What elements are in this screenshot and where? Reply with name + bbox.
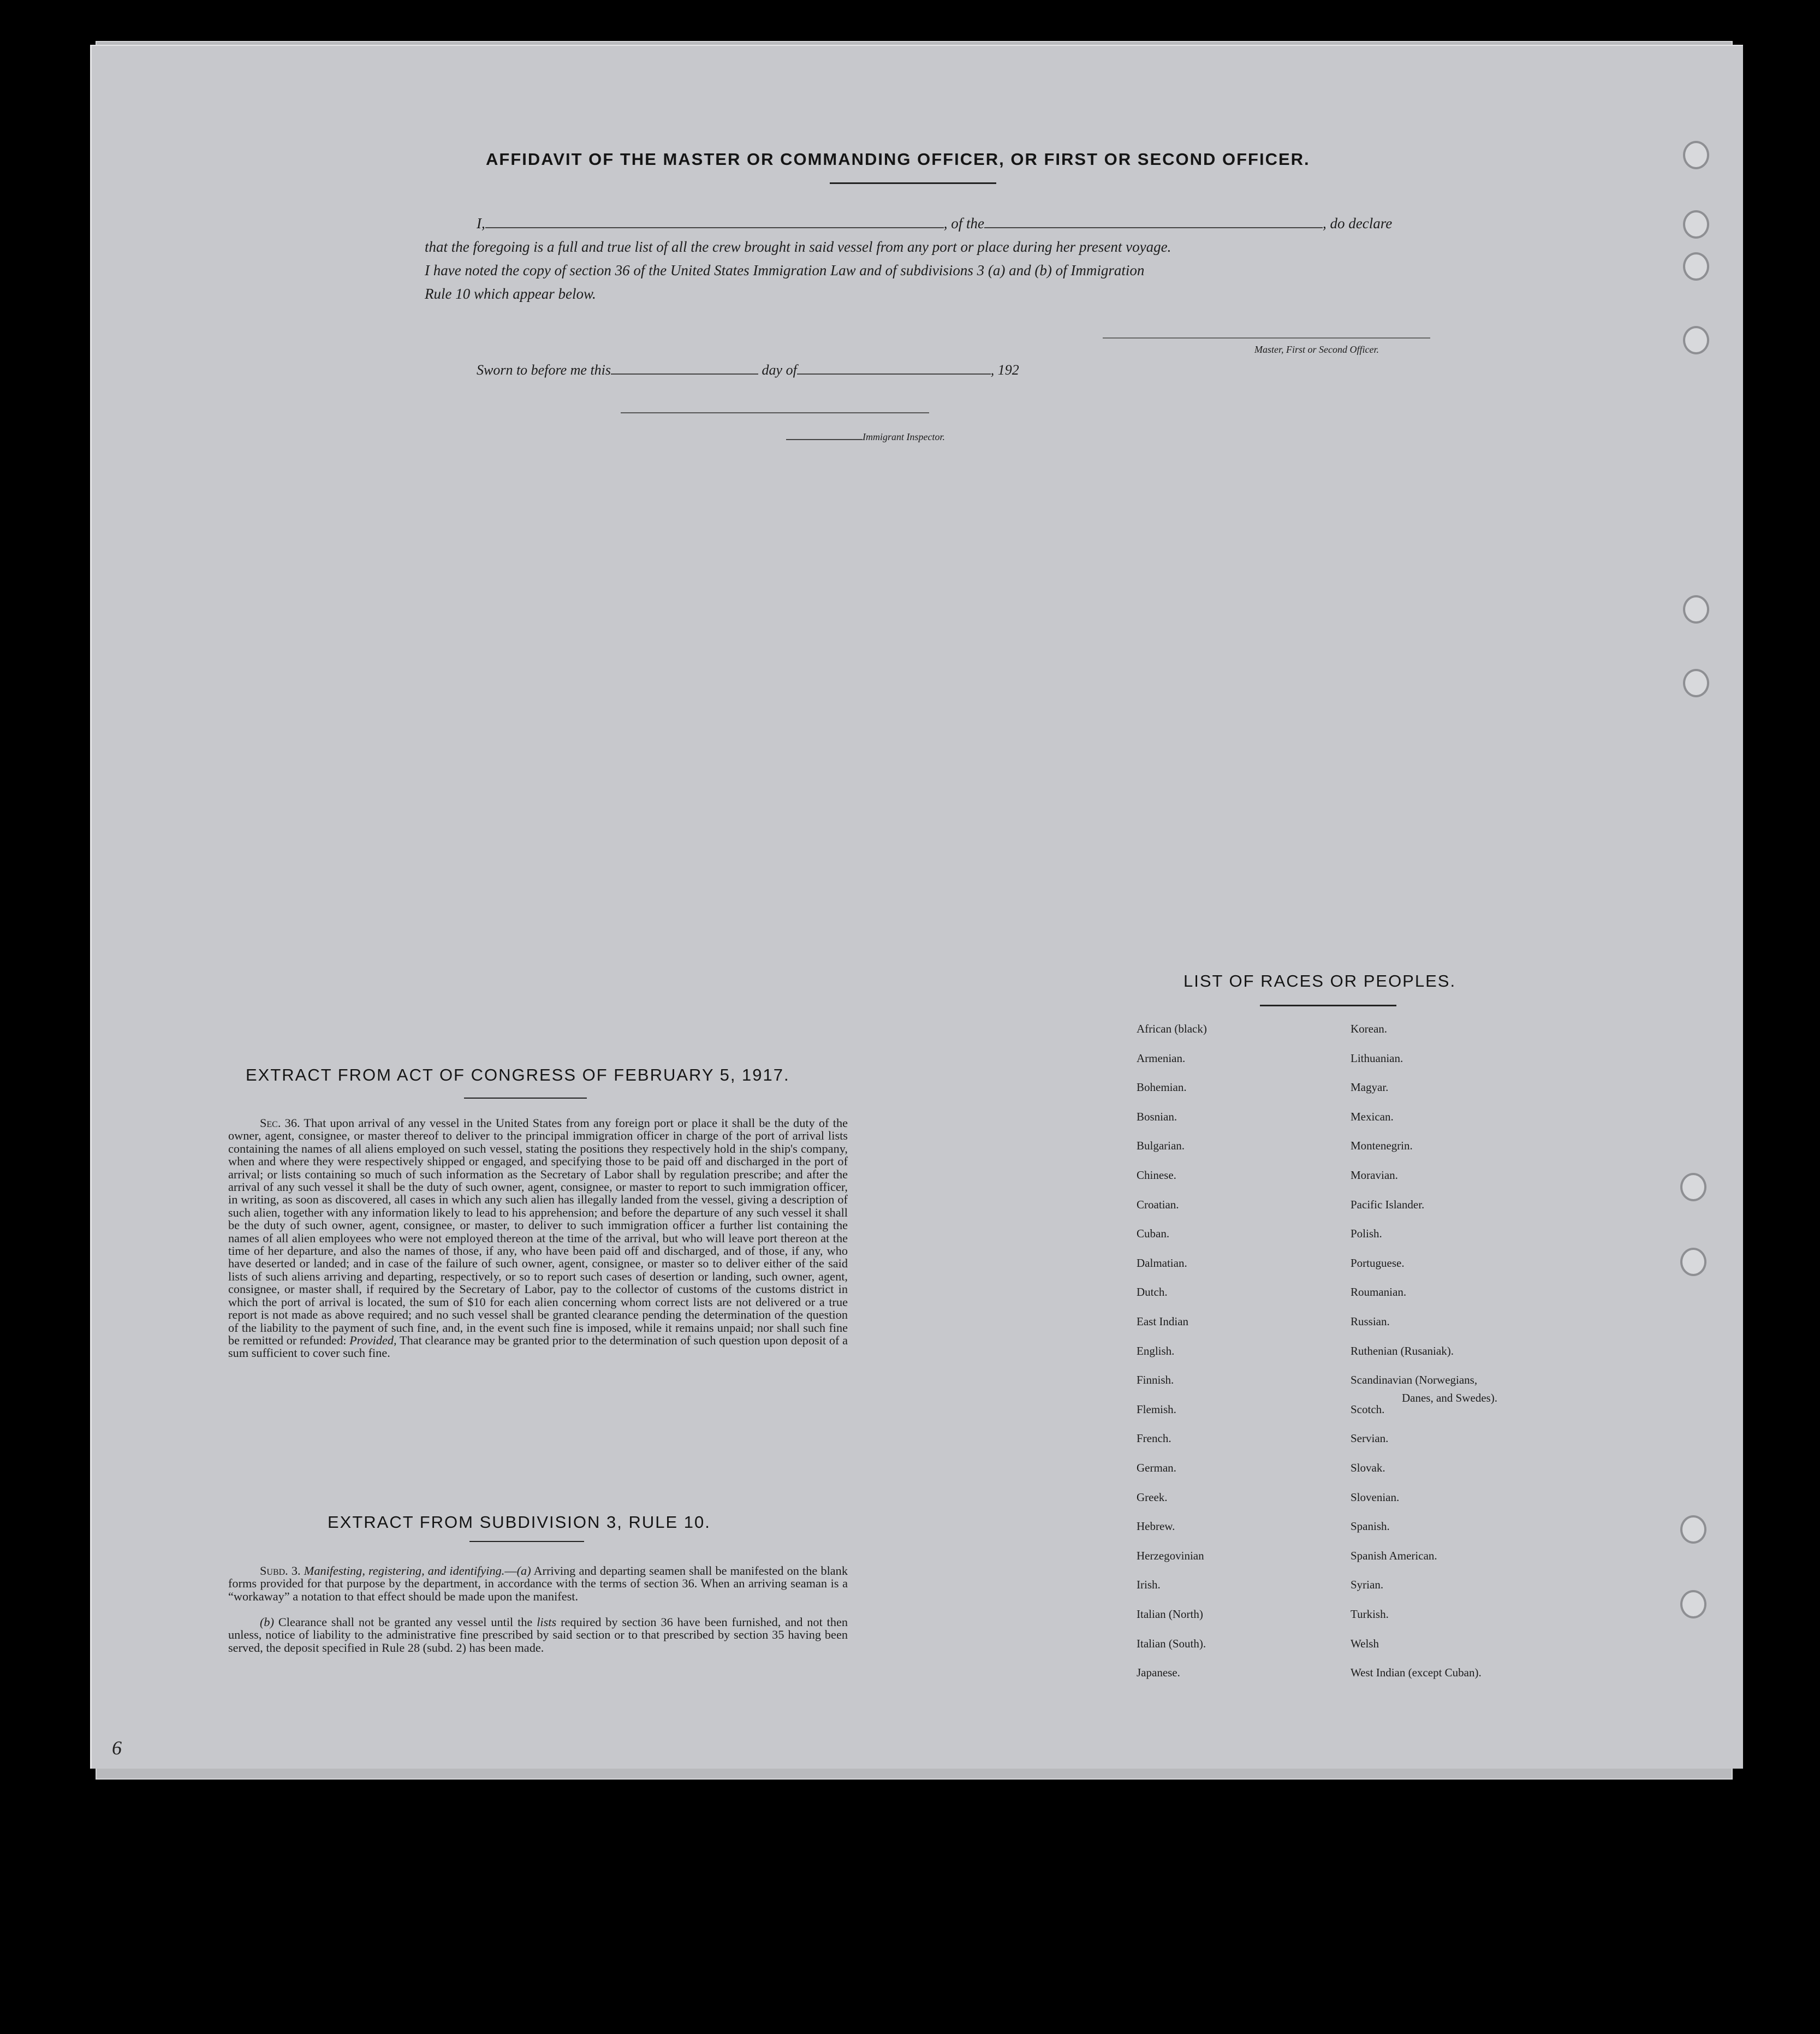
race-item: Herzegovinian	[1137, 1549, 1204, 1562]
sworn-line	[477, 358, 1019, 382]
races-title: LIST OF RACES OR PEOPLES.	[1183, 971, 1456, 991]
affidavit-line-2: that the foregoing is a full and true list of all the crew brought in said vessel from any port or place during her present voyage.	[425, 239, 1171, 255]
punch-hole	[1683, 326, 1709, 354]
month-blank[interactable]	[797, 373, 991, 375]
punch-hole	[1683, 252, 1709, 281]
punch-hole	[1683, 595, 1709, 624]
punch-hole	[1683, 669, 1709, 697]
punch-hole	[1680, 1173, 1706, 1201]
race-item: Hebrew.	[1137, 1520, 1175, 1533]
punch-hole	[1683, 141, 1709, 169]
affidavit-i: I,	[477, 215, 485, 232]
race-item: French.	[1137, 1432, 1171, 1445]
para-a-marker: (a)	[516, 1564, 531, 1578]
race-item: Slovak.	[1351, 1461, 1385, 1474]
name-blank[interactable]	[485, 227, 944, 228]
race-item: Flemish.	[1137, 1403, 1176, 1416]
inspector-blank[interactable]	[786, 439, 863, 440]
sworn-text: Sworn to before me this	[477, 362, 611, 378]
affidavit-of-the: , of the	[943, 215, 984, 232]
rule-10-para-b	[228, 1616, 848, 1654]
race-item: Dutch.	[1137, 1285, 1168, 1298]
day-blank[interactable]	[611, 373, 758, 375]
inspector-label-line	[786, 431, 945, 443]
race-item: Turkish.	[1351, 1608, 1389, 1621]
section-36-proviso: That clearance may be granted prior to the determination of such question upon deposit of a sum sufficient to cover such fine.	[228, 1333, 848, 1360]
affidavit-line-4: Rule 10 which appear below.	[425, 286, 596, 302]
race-item: Greek.	[1137, 1491, 1168, 1504]
race-item: African (black)	[1137, 1022, 1207, 1035]
race-item: Russian.	[1351, 1315, 1390, 1328]
race-item: Polish.	[1351, 1227, 1382, 1240]
race-item: Italian (South).	[1137, 1637, 1206, 1650]
year-text: , 192	[990, 362, 1019, 378]
race-item: Chinese.	[1137, 1169, 1176, 1182]
race-item: Spanish American.	[1351, 1549, 1437, 1562]
punch-hole	[1680, 1248, 1706, 1276]
rule-extract-title-rule	[469, 1541, 584, 1542]
race-item: Bulgarian.	[1137, 1139, 1185, 1152]
race-item: Magyar.	[1351, 1081, 1389, 1094]
section-36-body: That upon arrival of any vessel in the United States from any foreign port or place it shall be the duty of the owner, agent, consignee, or master thereof to deliver to the principal immigration officer in charge of the port of arrival lists containing the names of all aliens employed on such vessel, stating the positions they respectively hold in the ship's company, when and where they were respectively shipped or engaged, and specifying those to be paid off and discharged in the port of arrival; or lists containing so much of such information as the Secretary of Labor shall by regulation prescribe; and after the arrival of any such vessel it shall be the duty of such owner, agent, consignee, or master to report to such immigration officer, in writing, as soon as discovered, all cases in which any such alien has illegally landed from the vessel, giving a description of such alien, together with any information likely to lead to his apprehension; and before the departure of any such vessel it shall be the duty of such owner, agent, consignee, or master, to deliver to such immigration officer a further list containing the names of all alien employees who were not employed thereon at the time of the arrival, but who will leave port thereon at the time of her departure, and also the names of those, if any, who have been paid off and discharged, and of those, if any, who have deserted or landed; and in case of the failure of such owner, agent, consignee, or master so to deliver either of the said lists of such aliens arriving and departing, respectively, or so to report such cases of desertion or landing, such owner, agent, consignee, or master shall, if required by the Secretary of Labor, pay to the collector of customs of the customs district in which the port of arrival is located, the sum of $10 for each alien concerning whom correct lists are not delivered or a true report is not made as above required; and no such vessel shall be granted clearance pending the determination of the question of the liability to the payment of such fine, and, in the event such fine is imposed, while it remains unpaid; nor shall such fine be remitted or refunded:	[228, 1116, 848, 1347]
race-item: West Indian (except Cuban).	[1351, 1666, 1482, 1679]
para-b-marker: (b)	[260, 1615, 274, 1629]
race-item: Bohemian.	[1137, 1081, 1187, 1094]
day-of-text: day of	[762, 362, 797, 378]
punch-hole	[1680, 1515, 1706, 1544]
race-item: Japanese.	[1137, 1666, 1180, 1679]
subd-heading: Manifesting, registering, and identifying.	[304, 1564, 505, 1578]
affidavit-title-rule	[830, 182, 996, 184]
form-page	[90, 45, 1743, 1769]
race-item: Spanish.	[1351, 1520, 1390, 1533]
signature-label: Master, First or Second Officer.	[1254, 344, 1379, 355]
race-item: Cuban.	[1137, 1227, 1170, 1240]
race-item: Slovenian.	[1351, 1491, 1400, 1504]
signature-line[interactable]	[1103, 337, 1430, 339]
race-item: East Indian	[1137, 1315, 1189, 1328]
inspector-label: Immigrant Inspector.	[863, 431, 945, 442]
race-item: Bosnian.	[1137, 1110, 1177, 1123]
race-item: Welsh	[1351, 1637, 1379, 1650]
race-item: Mexican.	[1351, 1110, 1394, 1123]
race-item: Moravian.	[1351, 1169, 1398, 1182]
act-extract-title-rule	[464, 1098, 587, 1099]
section-36-label: Sec. 36.	[260, 1116, 300, 1130]
punch-hole	[1683, 210, 1709, 239]
para-a-text: Arriving and departing seamen shall be manifested on the blank forms provided for that purpose by the department, in accordance with the terms of section 36. When an arriving seaman is a “workaway” a notation to that effect should be made upon the manifest.	[228, 1564, 848, 1603]
affidavit-do-declare: , do declare	[1323, 215, 1393, 232]
vessel-blank[interactable]	[984, 227, 1323, 228]
subd-label: Subd. 3.	[260, 1564, 301, 1578]
section-36-text	[228, 1117, 848, 1360]
race-item: Irish.	[1137, 1578, 1161, 1591]
race-item: Syrian.	[1351, 1578, 1384, 1591]
race-item: Lithuanian.	[1351, 1052, 1403, 1065]
para-b-lists: lists	[537, 1615, 557, 1629]
inspector-signature-line[interactable]	[621, 412, 929, 413]
act-extract-title: EXTRACT FROM ACT OF CONGRESS OF FEBRUARY 5, 1917.	[246, 1065, 790, 1084]
rule-10-para-a: Subd. 3. Manifesting, registering, and identifying.—(a) Arriving and departing seamen shall be manifested on the blank forms provided for that purpose by the department, in accordance with the terms of section 36. When an arriving seaman is a “workaway” a notation to that effect should be made upon the manifest.	[228, 1564, 848, 1603]
affidavit-title: AFFIDAVIT OF THE MASTER OR COMMANDING OFFICER, OR FIRST OR SECOND OFFICER.	[486, 150, 1310, 169]
races-title-rule	[1260, 1005, 1396, 1006]
race-item: Servian.	[1351, 1432, 1389, 1445]
race-item: Scandinavian (Norwegians,	[1351, 1373, 1478, 1386]
race-item: Scotch.	[1351, 1403, 1385, 1416]
race-item: Korean.	[1351, 1022, 1388, 1035]
race-item: English.	[1137, 1344, 1175, 1357]
affidavit-line-3: I have noted the copy of section 36 of the United States Immigration Law and of subdivisions 3 (a) and (b) of Immigration	[425, 262, 1145, 278]
race-item: Croatian.	[1137, 1198, 1179, 1211]
race-item: Finnish.	[1137, 1373, 1174, 1386]
race-item: Pacific Islander.	[1351, 1198, 1425, 1211]
para-b-post: required by section 36 have been furnished, and not then unless, notice of liability to the administrative fine prescribed by said section or to that prescribed by section 35 having been served, the deposit specified in Rule 28 (subd. 2) has been made.	[228, 1615, 848, 1655]
race-item: Armenian.	[1137, 1052, 1186, 1065]
affidavit-declaration-line	[477, 212, 1392, 235]
race-scandinavian-continuation: Danes, and Swedes).	[1402, 1391, 1497, 1404]
margin-handwritten-mark: 6	[112, 1737, 122, 1759]
punch-hole	[1680, 1590, 1706, 1618]
race-item: Montenegrin.	[1351, 1139, 1413, 1152]
race-item: Ruthenian (Rusaniak).	[1351, 1344, 1454, 1357]
para-b-pre: Clearance shall not be granted any vessel until the	[278, 1615, 533, 1629]
race-item: German.	[1137, 1461, 1176, 1474]
race-item: Italian (North)	[1137, 1608, 1203, 1621]
race-item: Dalmatian.	[1137, 1256, 1187, 1270]
race-item: Portuguese.	[1351, 1256, 1405, 1270]
rule-extract-title: EXTRACT FROM SUBDIVISION 3, RULE 10.	[328, 1513, 711, 1532]
race-item: Roumanian.	[1351, 1285, 1407, 1298]
provided-word: Provided,	[349, 1333, 397, 1347]
